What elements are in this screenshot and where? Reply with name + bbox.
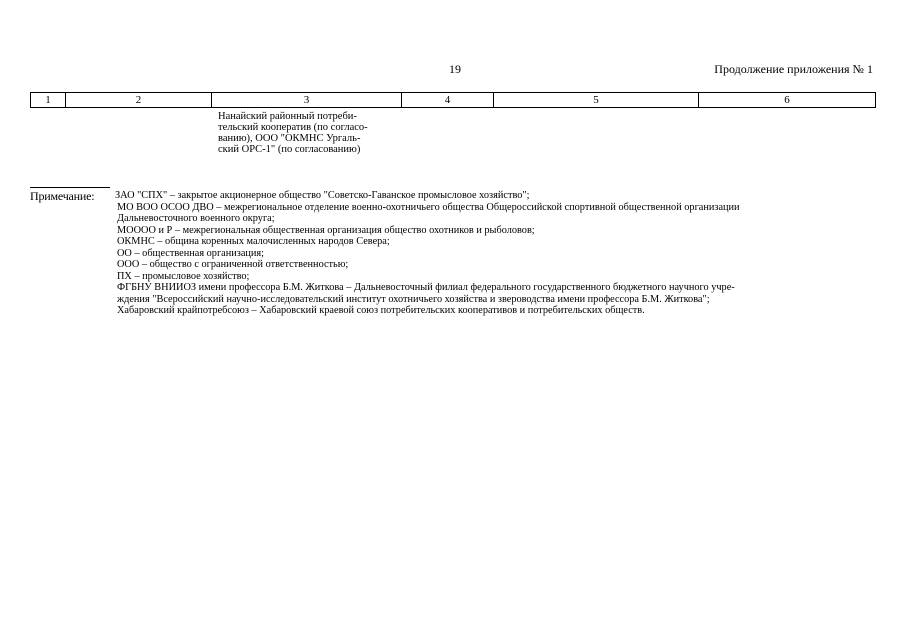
note-line: Хабаровский крайпотребсоюз – Хабаровский краевой союз потребительских кооперативов и потребительских обществ. (117, 305, 645, 316)
entry-line: тельский кооператив (по согласо- (218, 122, 368, 133)
entry-line: ванию), ООО "ОКМНС Ургаль- (218, 133, 361, 144)
note-line: ПХ – промысловое хозяйство; (117, 270, 250, 282)
note-line: ЗАО "СПХ" – закрытое акционерное общество "Советско-Гаванское промысловое хозяйство"; (115, 190, 530, 201)
note-line: ОКМНС – община коренных малочисленных народов Севера; (117, 236, 390, 247)
entry-line: ский ОРС-1" (по согласованию) (218, 144, 361, 155)
note-line: ФГБНУ ВНИИОЗ имени профессора Б.М. Житкова – Дальневосточный филиал федерального государственного бюджетного научного учре- (117, 282, 735, 293)
continuation-label: Продолжение приложения № 1 (714, 62, 873, 76)
column-number-cell: 3 (212, 93, 402, 108)
page-number: 19 (449, 62, 461, 76)
note-abbreviations (117, 190, 877, 317)
column-header-table (30, 92, 876, 108)
column-number-cell: 6 (699, 93, 876, 108)
column-number-cell: 2 (66, 93, 212, 108)
column-number-cell: 4 (402, 93, 494, 108)
column-number-cell: 1 (31, 93, 66, 108)
column-number-row (31, 93, 876, 108)
column-3-entry (218, 111, 402, 155)
note-line: МО ВОО ОСОО ДВО – межрегиональное отделение военно-охотничьего общества Общероссийской спортивной общественной организации (117, 201, 740, 213)
note-line: ООО – общество с ограниченной ответственностью; (117, 259, 349, 270)
note-line: ОО – общественная организация; (117, 247, 265, 259)
note-line: Дальневосточного военного округа; (117, 213, 275, 224)
note-line: МООOO и Р – межрегиональная общественная организация общество охотников и рыболовов; (117, 224, 535, 236)
footnote-rule (30, 187, 110, 188)
column-number-cell: 5 (494, 93, 699, 108)
note-line: ждения "Всероссийский научно-исследовательский институт охотничьего хозяйства и звероводства имени профессора Б.М. Житкова"; (117, 293, 710, 305)
note-label: Примечание: (30, 189, 95, 203)
entry-line: Нанайский районный потреби- (218, 111, 357, 122)
